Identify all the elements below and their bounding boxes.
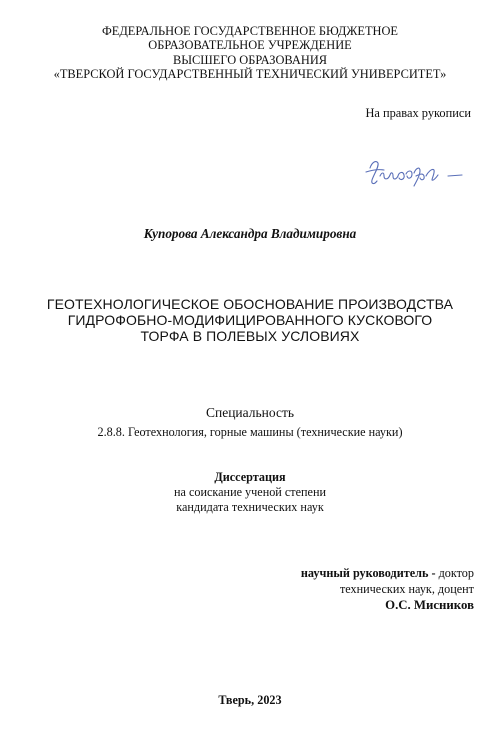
specialty-value: 2.8.8. Геотехнология, горные машины (технические науки) [97,425,403,439]
supervisor-block [214,565,474,613]
city-year: Тверь, 2023 [218,693,282,707]
dissertation-heading: Диссертация [214,470,286,484]
organization-header [0,24,500,82]
title-line-3: ТОРФА В ПОЛЕВЫХ УСЛОВИЯХ [140,328,360,344]
author-name: Купорова Александра Владимировна [143,226,357,241]
title-line-2: ГИДРОФОБНО-МОДИФИЦИРОВАННОГО КУСКОВОГО [67,312,433,328]
supervisor-degree-part2: технических наук, доцент [339,582,474,596]
dissertation-block [0,470,500,514]
handwritten-signature [362,154,474,194]
org-line-1: ФЕДЕРАЛЬНОЕ ГОСУДАРСТВЕННОЕ БЮДЖЕТНОЕ [102,24,398,38]
supervisor-role: научный руководитель - [300,566,436,580]
title-line-1: ГЕОТЕХНОЛОГИЧЕСКОЕ ОБОСНОВАНИЕ ПРОИЗВОДСТВА [46,296,454,312]
dissertation-title [0,296,500,344]
degree-line-2: кандидата технических наук [176,499,324,514]
org-line-2: ОБРАЗОВАТЕЛЬНОЕ УЧРЕЖДЕНИЕ [148,38,352,53]
manuscript-rights-note: На правах рукописи [365,106,471,120]
org-line-4: «ТВЕРСКОЙ ГОСУДАРСТВЕННЫЙ ТЕХНИЧЕСКИЙ УНИВЕРСИТЕТ» [53,67,447,82]
supervisor-name: О.С. Мисников [385,598,474,612]
specialty-label: Специальность [205,405,295,420]
supervisor-degree-part1: доктор [438,566,474,580]
org-line-3: ВЫСШЕГО ОБРАЗОВАНИЯ [172,52,328,67]
degree-line-1: на соискание ученой степени [174,484,326,499]
